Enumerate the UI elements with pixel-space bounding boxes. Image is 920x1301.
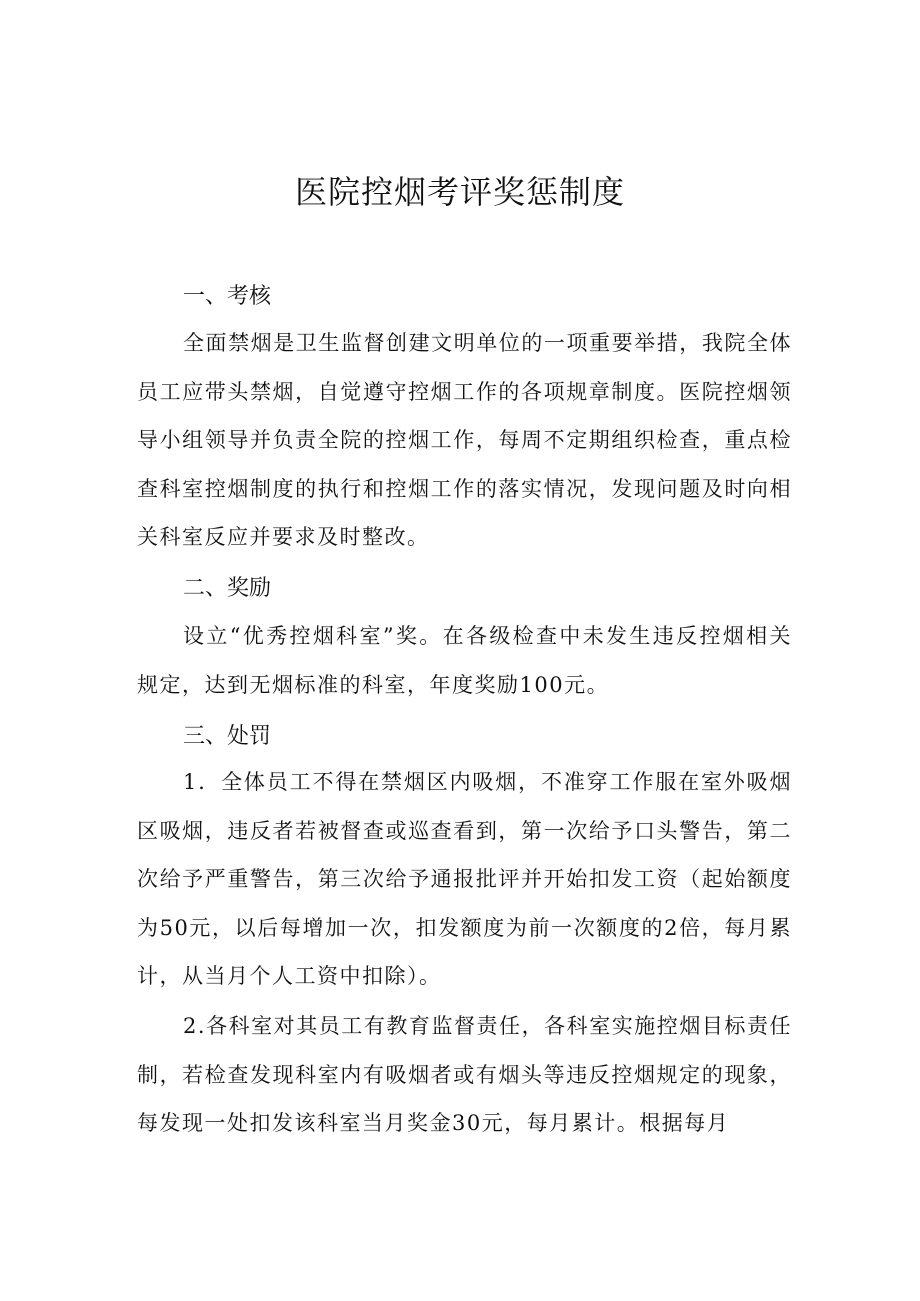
section-paragraph-penalty-1: 1．全体员工不得在禁烟区内吸烟，不准穿工作服在室外吸烟区吸烟，违反者若被督查或巡查看到，第一次给予口头警告，第二次给予严重警告，第三次给予通报批评并开始扣发工资（起始额度为50元，以后每增加一次，扣发额度为前一次额度的2倍，每月累计，从当月个人工资中扣除）。 [137,770,792,988]
section-paragraph-penalty-2: 2.各科室对其员工有教育监督责任，各科室实施控烟目标责任制，若检查发现科室内有吸烟者或有烟头等违反控烟规定的现象，每发现一处扣发该科室当月奖金30元，每月累计。根据每月 [137,1014,792,1135]
section-paragraph-assessment: 全面禁烟是卫生监督创建文明单位的一项重要举措，我院全体员工应带头禁烟，自觉遵守控烟工作的各项规章制度。医院控烟领导小组领导并负责全院的控烟工作，每周不定期组织检查，重点检查科室控烟制度的执行和控烟工作的落实情况，发现问题及时向相关科室反应并要求及时整改。 [137,331,792,549]
section-heading-penalty: 三、处罚 [183,724,272,749]
section-paragraph-reward: 设立“优秀控烟科室”奖。在各级检查中未发生违反控烟相关规定，达到无烟标准的科室，年度奖励100元。 [137,624,792,697]
document-title: 医院控烟考评奖惩制度 [294,173,625,211]
section-heading-assessment: 一、考核 [183,284,272,309]
section-heading-reward: 二、奖励 [183,576,272,601]
